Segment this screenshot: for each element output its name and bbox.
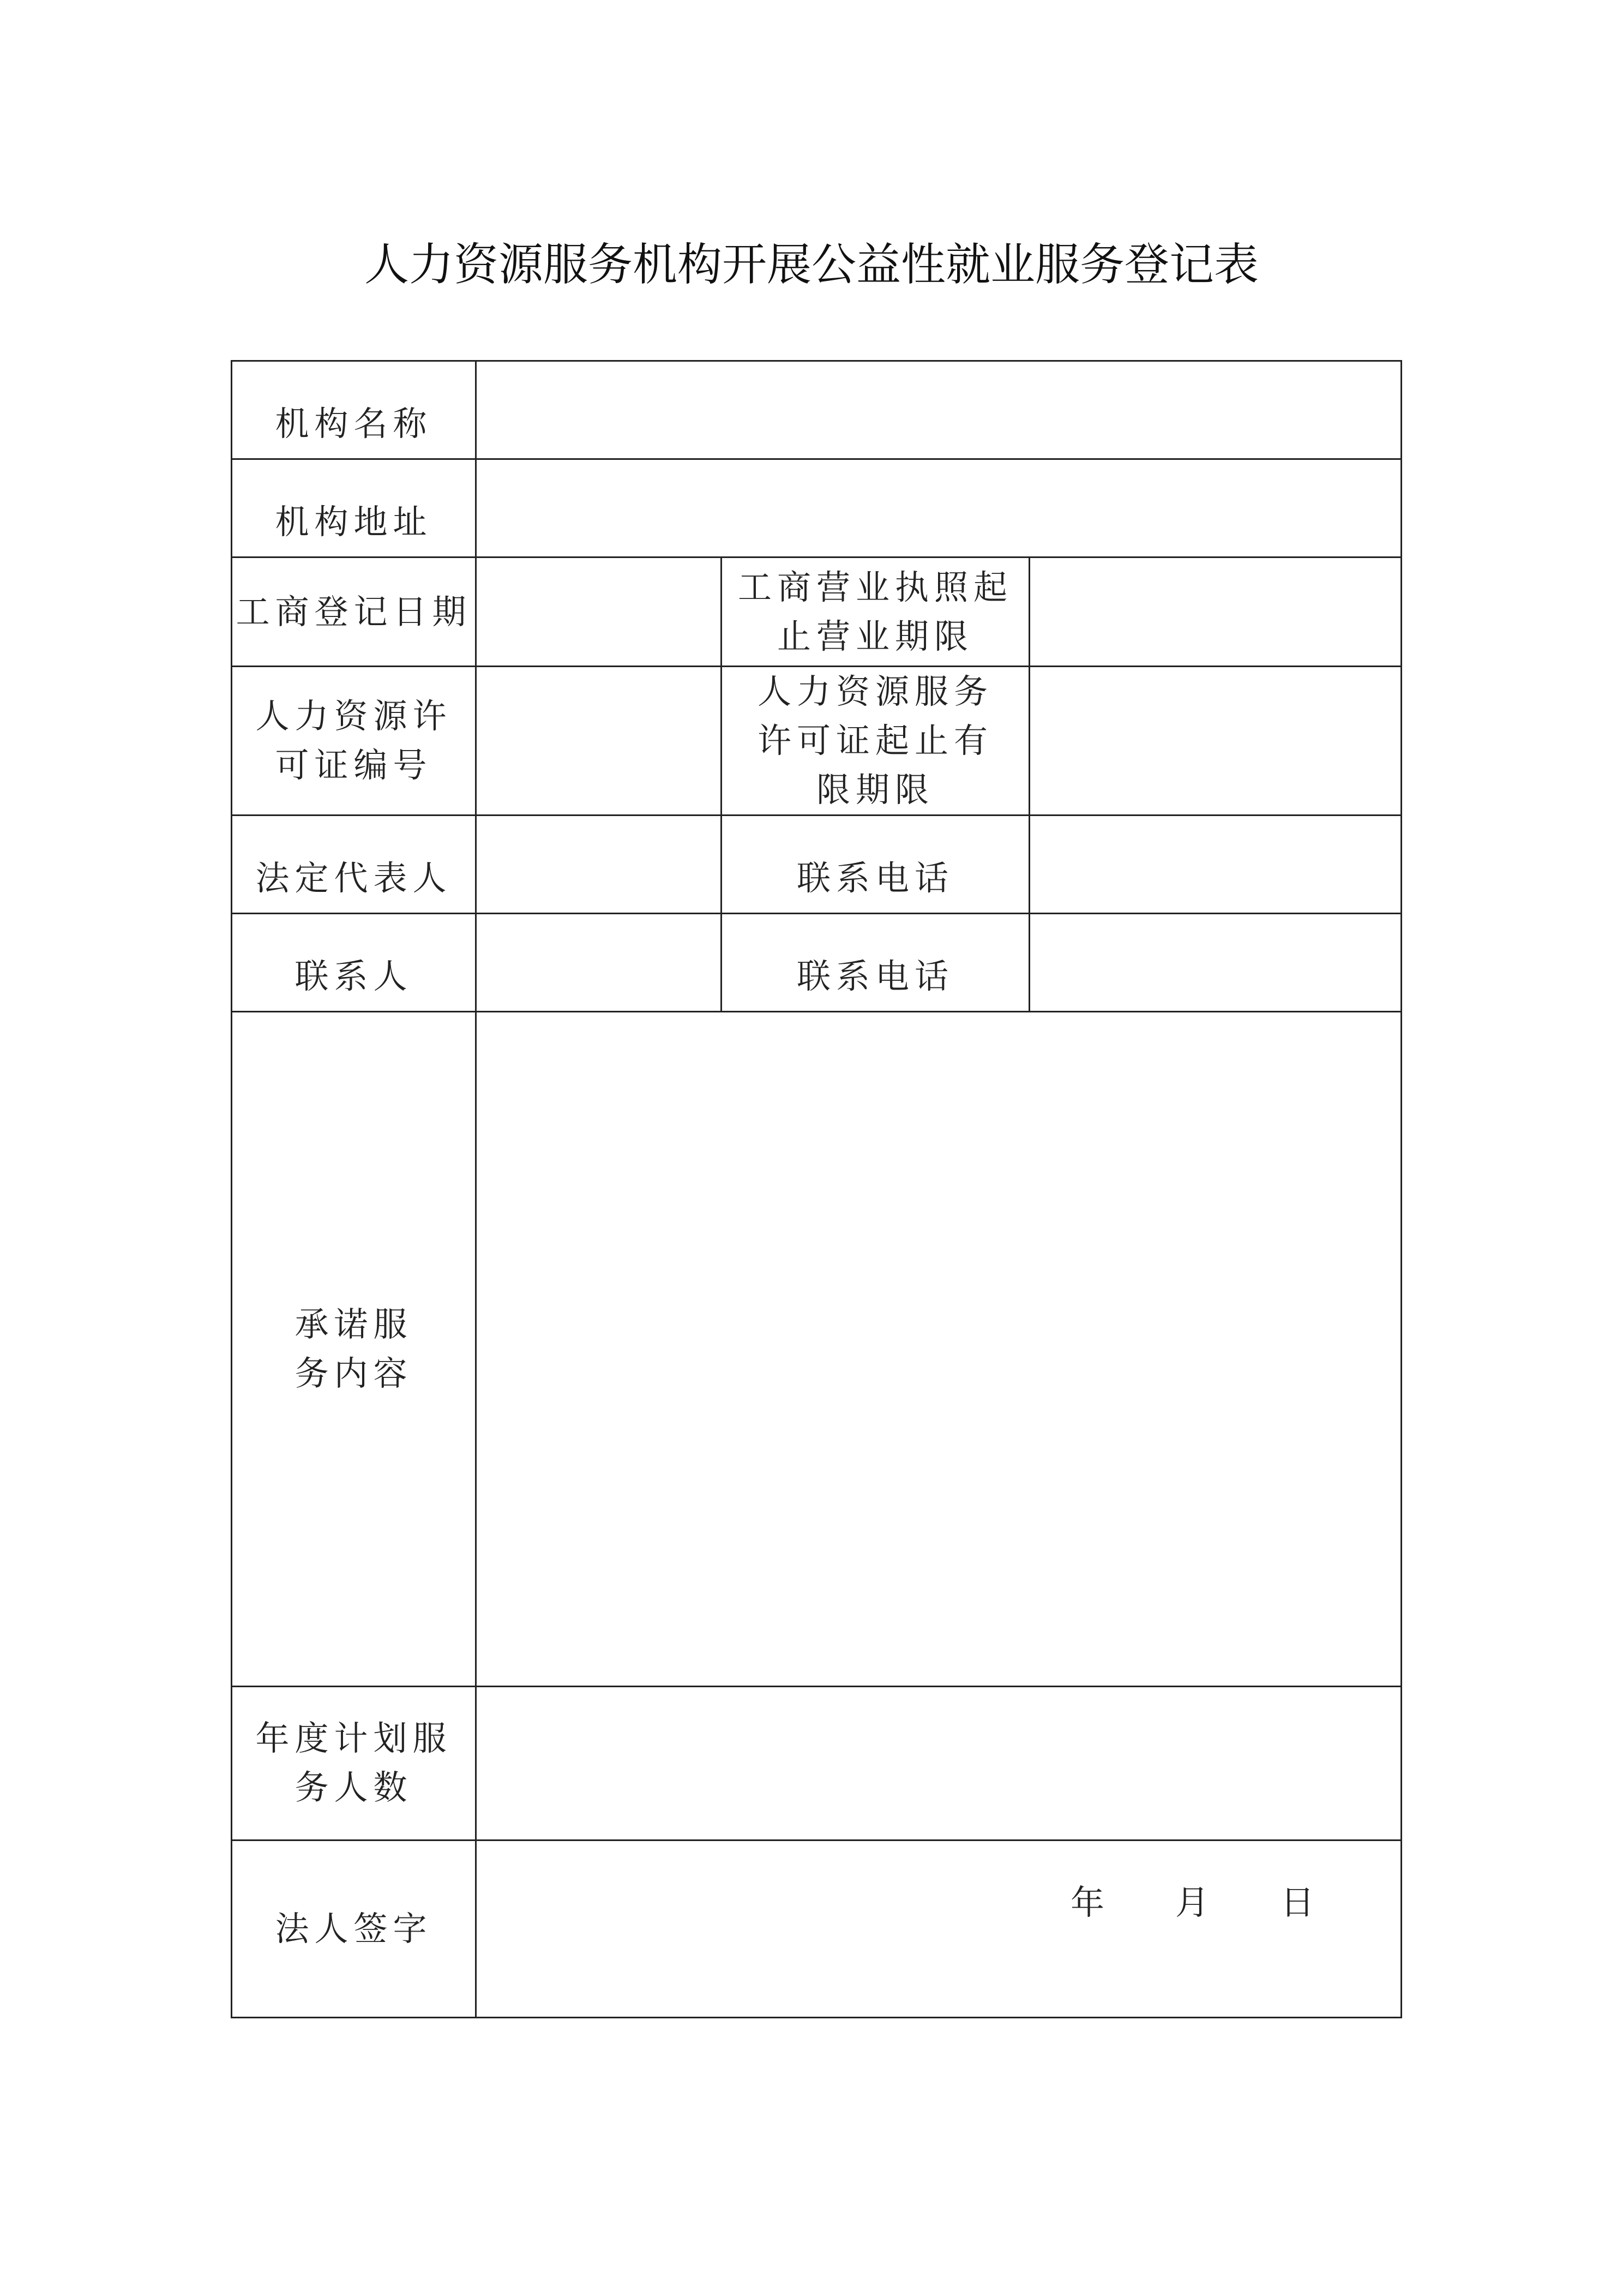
annual-plan-field[interactable] [476,1686,1402,1840]
business-reg-date-field[interactable] [476,557,722,667]
date-day: 日 [1281,1883,1315,1922]
row-org-name [232,361,1402,459]
service-content-field[interactable] [476,1011,1402,1686]
org-address-field[interactable] [476,459,1402,557]
row-signature [232,1840,1402,2017]
registration-form-table [231,360,1402,2018]
hr-license-term-field[interactable] [1030,667,1402,816]
row-service-content [232,1011,1402,1686]
label-org-name: 机构名称 [232,361,476,459]
contact-field[interactable] [476,913,722,1011]
legal-rep-field[interactable] [476,815,722,913]
label-org-address: 机构地址 [232,459,476,557]
row-hr-license [232,667,1402,816]
row-contact [232,913,1402,1011]
phone-2-field[interactable] [1030,913,1402,1011]
label-phone-2: 联系电话 [722,913,1030,1011]
label-signature: 法人签字 [232,1840,476,2017]
label-business-license-term: 工商营业执照起止营业期限 [722,557,1030,667]
signature-field[interactable] [476,1840,1402,2017]
label-legal-rep: 法定代表人 [232,815,476,913]
label-hr-license-no: 人力资源许可证编号 [232,667,476,816]
date-month: 月 [1175,1883,1210,1922]
label-business-reg-date: 工商登记日期 [232,557,476,667]
label-hr-license-term: 人力资源服务许可证起止有限期限 [722,667,1030,816]
label-contact: 联系人 [232,913,476,1011]
label-annual-plan: 年度计划服务人数 [232,1686,476,1840]
org-name-field[interactable] [476,361,1402,459]
hr-license-no-field[interactable] [476,667,722,816]
row-annual-plan [232,1686,1402,1840]
business-license-term-field[interactable] [1030,557,1402,667]
row-org-address [232,459,1402,557]
label-phone-1: 联系电话 [722,815,1030,913]
date-year: 年 [1071,1883,1105,1922]
phone-1-field[interactable] [1030,815,1402,913]
row-business-reg [232,557,1402,667]
form-title: 人力资源服务机构开展公益性就业服务登记表 [364,239,1259,291]
row-legal-rep [232,815,1402,913]
label-service-content: 承诺服务内容 [232,1011,476,1686]
